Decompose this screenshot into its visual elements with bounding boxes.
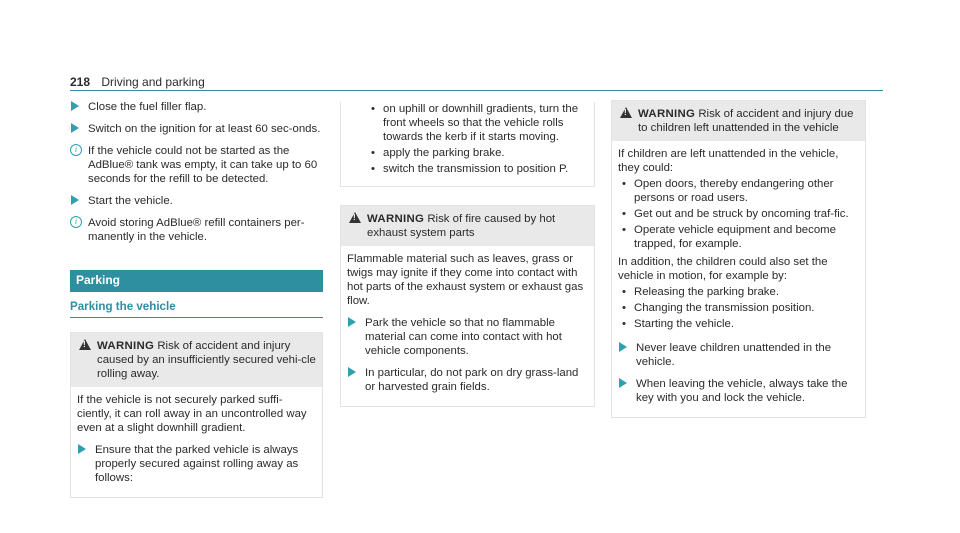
warning-body (612, 141, 865, 417)
warning-body-text: If children are left unattended in the vehicle, they could: (618, 148, 839, 174)
warning-step (618, 341, 859, 369)
warning-icon (620, 107, 632, 118)
warning-body (71, 387, 322, 497)
step-text: Close the fuel filler flap. (88, 101, 207, 113)
section-name: Driving and parking (101, 75, 205, 89)
arrow-icon (348, 317, 356, 327)
column-1 (70, 100, 323, 498)
step-ignition (70, 122, 323, 136)
info-note-2 (70, 216, 323, 244)
column-3 (611, 100, 866, 418)
list-item: • Open doors, thereby endangering other persons or road users. (618, 177, 859, 205)
list-item: • Releasing the parking brake. (618, 285, 859, 299)
warning-header (71, 333, 322, 387)
step-text: When leaving the vehicle, always take the key with you and lock the vehicle. (636, 378, 848, 404)
warning-text: Risk of accident and injury due to children left unattended in the vehicle (638, 108, 854, 134)
info-icon: i (70, 144, 82, 156)
warning-icon (349, 212, 361, 223)
warning-label: WARNING (97, 340, 155, 352)
list-item: • Operate vehicle equipment and become trapped, for example. (618, 223, 859, 251)
warning-box-parking (70, 332, 323, 498)
step-text: Switch on the ignition for at least 60 sec-onds. (88, 123, 321, 135)
list-item: • on uphill or downhill gradients, turn the front wheels so that the vehicle rolls towards the kerb if it starts moving. (367, 102, 588, 144)
info-icon: i (70, 216, 82, 228)
warning-text: Risk of accident and injury caused by an insufficiently secured vehi-cle rolling away. (97, 340, 316, 380)
step-close-flap (70, 100, 323, 114)
warning-box-children (611, 100, 866, 418)
list-item: • switch the transmission to position P. (367, 162, 588, 176)
info-text: Avoid storing AdBlue® refill containers per-manently in the vehicle. (88, 217, 305, 243)
arrow-icon (71, 195, 79, 205)
warning-step (347, 316, 588, 358)
warning-text: Risk of fire caused by hot exhaust system parts (367, 213, 556, 239)
warning-header (612, 101, 865, 141)
arrow-icon (619, 378, 627, 388)
column-2 (340, 100, 595, 407)
list-item: • Changing the transmission position. (618, 301, 859, 315)
info-note-1 (70, 144, 323, 186)
warning-box-fire (340, 205, 595, 407)
warning-continuation (340, 102, 595, 187)
step-text: In particular, do not park on dry grass-land or harvested grain fields. (365, 367, 579, 393)
arrow-icon (71, 123, 79, 133)
arrow-icon (348, 367, 356, 377)
warning-body-text: If the vehicle is not securely parked suffi-ciently, it can roll away in an uncontrolled way even at a slight downhill gradient. (77, 394, 307, 434)
list-item: • Get out and be struck by oncoming traf-fic. (618, 207, 859, 221)
warning-label: WARNING (367, 213, 425, 225)
page-number: 218 (70, 75, 91, 89)
step-start-vehicle (70, 194, 323, 208)
arrow-icon (78, 444, 86, 454)
step-text: Park the vehicle so that no flammable material can come into contact with hot vehicle components. (365, 317, 562, 357)
step-text: Start the vehicle. (88, 195, 173, 207)
section-title-bar: Parking (70, 270, 323, 292)
list-item: • apply the parking brake. (367, 146, 588, 160)
warning-icon (79, 339, 91, 350)
warning-body (341, 246, 594, 406)
info-text: If the vehicle could not be started as the AdBlue® tank was empty, it can take up to 60 seconds for the refill to be detected. (88, 145, 318, 185)
page-header (70, 75, 205, 89)
step-text: Never leave children unattended in the vehicle. (636, 342, 832, 368)
warning-step (77, 443, 316, 485)
warning-step (347, 366, 588, 394)
warning-body-text: In addition, the children could also set the vehicle in motion, for example by: (618, 256, 828, 282)
step-text: Ensure that the parked vehicle is always properly secured against rolling away as follows: (95, 444, 299, 484)
warning-label: WARNING (638, 108, 696, 120)
list-item: • Starting the vehicle. (618, 317, 859, 331)
warning-header (341, 206, 594, 246)
warning-body-text: Flammable material such as leaves, grass or twigs may ignite if they come into contact with hot parts of the exhaust system or exhaust gas flow. (347, 253, 584, 307)
arrow-icon (619, 342, 627, 352)
subsection-title: Parking the vehicle (70, 300, 176, 313)
arrow-icon (71, 101, 79, 111)
warning-step (618, 377, 859, 405)
header-rule (70, 90, 883, 91)
